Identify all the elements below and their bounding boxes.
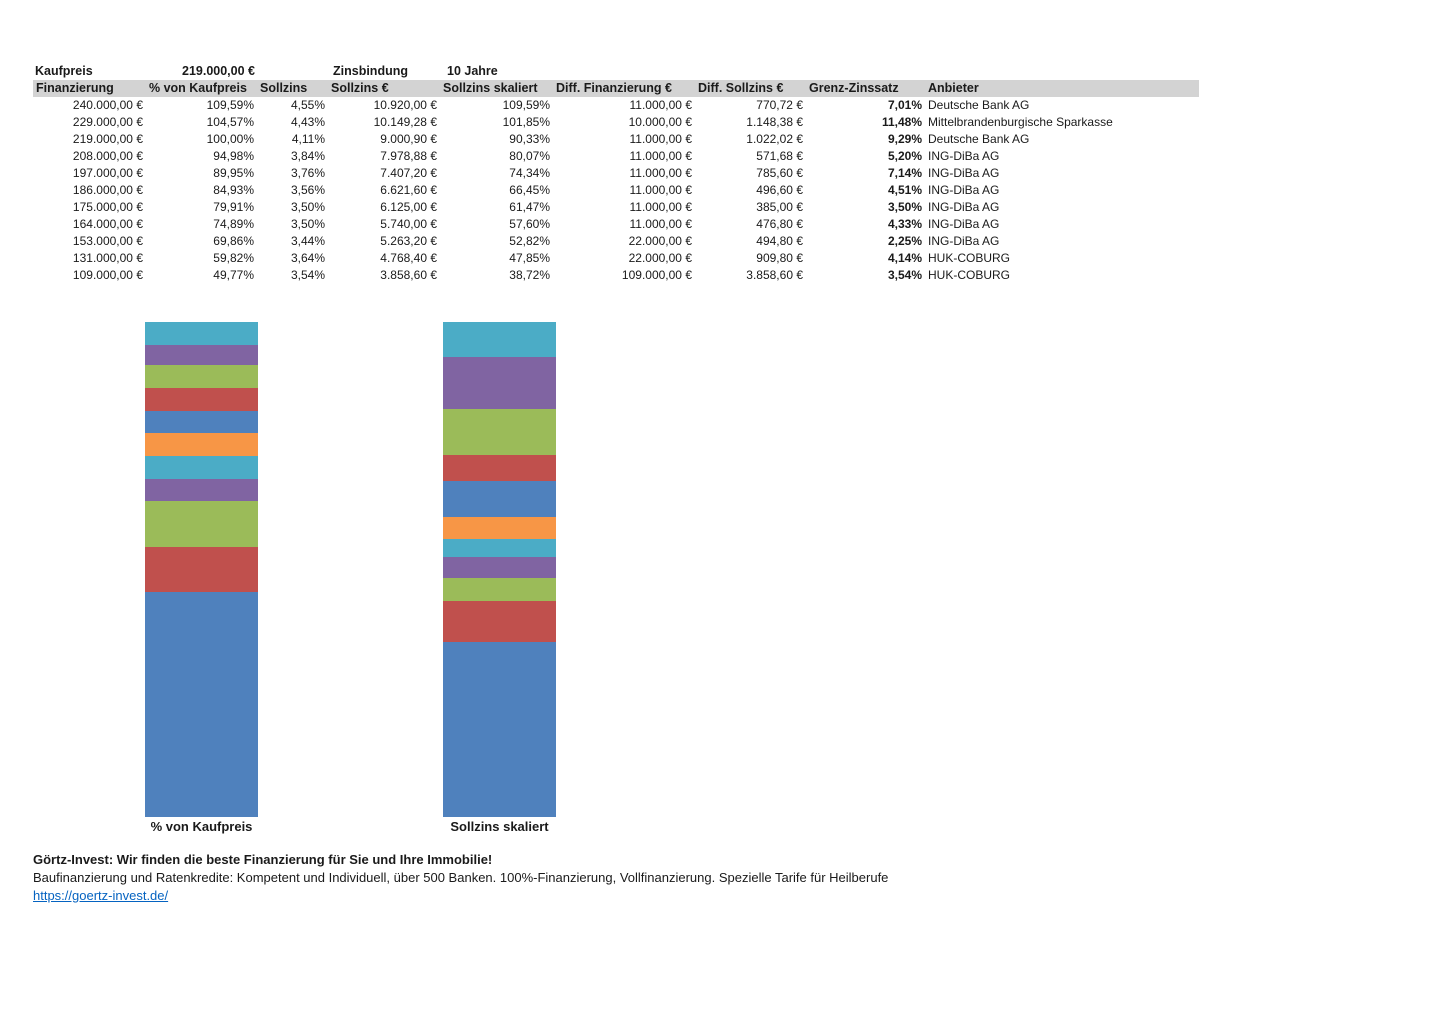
cell: 66,45% xyxy=(509,183,550,197)
cell: 90,33% xyxy=(509,132,550,146)
cell: 5.263,20 € xyxy=(380,234,437,248)
stack-segment-purple xyxy=(443,557,556,579)
cell: 909,80 € xyxy=(756,251,803,265)
cell: 74,34% xyxy=(509,166,550,180)
cell: 4,55% xyxy=(290,98,325,112)
kaufpreis-value: 219.000,00 € xyxy=(182,64,255,78)
cell: 3,64% xyxy=(290,251,325,265)
cell: 101,85% xyxy=(502,115,550,129)
cell: 785,60 € xyxy=(756,166,803,180)
cell: 208.000,00 € xyxy=(72,149,143,163)
cell: 11.000,00 € xyxy=(629,98,692,112)
cell: 94,98% xyxy=(213,149,254,163)
cell: HUK-COBURG xyxy=(928,268,1011,282)
cell: 109.000,00 € xyxy=(621,268,692,282)
cell: 164.000,00 € xyxy=(72,217,143,231)
table-row xyxy=(33,97,1199,114)
stack-segment-teal xyxy=(145,322,258,345)
stack-segment-green xyxy=(443,409,556,455)
column-header: Sollzins € xyxy=(328,80,440,97)
stack-segment-red xyxy=(145,388,258,411)
cell: 79,91% xyxy=(213,200,254,214)
cell: 240.000,00 € xyxy=(72,98,143,112)
cell: 7,01% xyxy=(887,98,922,112)
cell: 3,50% xyxy=(887,200,922,214)
cell: 10.149,28 € xyxy=(373,115,437,129)
cell: 6.621,60 € xyxy=(380,183,437,197)
cell: 3,56% xyxy=(290,183,325,197)
stack-segment-orange xyxy=(443,517,556,539)
cell: 229.000,00 € xyxy=(72,115,143,129)
cell: 3,50% xyxy=(290,200,325,214)
stack-segment-red xyxy=(443,601,556,642)
cell: 11.000,00 € xyxy=(629,149,692,163)
cell: 10.000,00 € xyxy=(628,115,692,129)
stack-segment-teal xyxy=(443,322,556,357)
column-header: Anbieter xyxy=(925,80,1199,97)
cell: 22.000,00 € xyxy=(628,251,692,265)
cell: 11.000,00 € xyxy=(629,217,692,231)
cell: 7.407,20 € xyxy=(380,166,437,180)
cell: 7.978,88 € xyxy=(380,149,437,163)
kaufpreis-label: Kaufpreis xyxy=(35,64,93,78)
cell: 1.022,02 € xyxy=(746,132,803,146)
cell: 109.000,00 € xyxy=(72,268,143,282)
cell: 3,44% xyxy=(290,234,325,248)
cell: ING-DiBa AG xyxy=(928,149,1000,163)
table-row xyxy=(33,131,1199,148)
cell: 4,43% xyxy=(290,115,325,129)
table-row xyxy=(33,148,1199,165)
footer-link[interactable]: https://goertz-invest.de/ xyxy=(33,888,169,903)
table-row xyxy=(33,233,1199,250)
cell: 3.858,60 € xyxy=(380,268,437,282)
chart-pct-von-kaufpreis xyxy=(145,322,258,817)
cell: 3,54% xyxy=(290,268,325,282)
cell: 494,80 € xyxy=(756,234,803,248)
cell: 11.000,00 € xyxy=(629,183,692,197)
cell: 3,84% xyxy=(290,149,325,163)
zinsbindung-value: 10 Jahre xyxy=(447,64,498,78)
cell: 476,80 € xyxy=(756,217,803,231)
chart-sollzins-skaliert xyxy=(443,322,556,817)
table-row xyxy=(33,165,1199,182)
cell: 52,82% xyxy=(509,234,550,248)
cell: 61,47% xyxy=(509,200,550,214)
footer-headline: Görtz-Invest: Wir finden die beste Finanzierung für Sie und Ihre Immobilie! xyxy=(33,852,493,867)
cell: 496,60 € xyxy=(756,183,803,197)
cell: 197.000,00 € xyxy=(72,166,143,180)
stack-segment-green xyxy=(145,501,258,546)
cell: ING-DiBa AG xyxy=(928,200,1000,214)
stack-segment-red xyxy=(145,547,258,592)
cell: 22.000,00 € xyxy=(628,234,692,248)
cell: 84,93% xyxy=(213,183,254,197)
table-row xyxy=(33,250,1199,267)
cell: 385,00 € xyxy=(756,200,803,214)
cell: ING-DiBa AG xyxy=(928,234,1000,248)
zinsbindung-label: Zinsbindung xyxy=(333,64,408,78)
stack-segment-red xyxy=(443,455,556,481)
column-header: Sollzins xyxy=(257,80,328,97)
cell: 3,54% xyxy=(887,268,922,282)
cell: 9.000,90 € xyxy=(380,132,437,146)
stack-segment-orange xyxy=(145,433,258,456)
table-row xyxy=(33,267,1199,284)
cell: 4,11% xyxy=(291,132,325,146)
cell: 5,20% xyxy=(887,149,922,163)
cell: 80,07% xyxy=(509,149,550,163)
cell: ING-DiBa AG xyxy=(928,183,1000,197)
stack-segment-purple xyxy=(145,345,258,366)
cell: 11,48% xyxy=(881,115,922,129)
cell: 5.740,00 € xyxy=(380,217,437,231)
cell: 4.768,40 € xyxy=(380,251,437,265)
cell: Mittelbrandenburgische Sparkasse xyxy=(928,115,1113,129)
cell: 571,68 € xyxy=(756,149,803,163)
cell: 6.125,00 € xyxy=(380,200,437,214)
cell: 109,59% xyxy=(502,98,550,112)
stack-segment-green xyxy=(443,578,556,600)
cell: 38,72% xyxy=(509,268,550,282)
stack-segment-blue xyxy=(443,481,556,517)
cell: 3,76% xyxy=(290,166,325,180)
cell: 131.000,00 € xyxy=(72,251,143,265)
cell: 69,86% xyxy=(213,234,254,248)
stack-segment-teal xyxy=(443,539,556,556)
cell: 10.920,00 € xyxy=(373,98,437,112)
table-header-row xyxy=(33,80,1199,97)
cell: 104,57% xyxy=(206,115,254,129)
cell: 4,33% xyxy=(887,217,922,231)
stack-segment-green xyxy=(145,365,258,388)
column-header: Diff. Sollzins € xyxy=(695,80,806,97)
table-row xyxy=(33,216,1199,233)
stack-segment-blue xyxy=(145,411,258,434)
cell: 1.148,38 € xyxy=(746,115,803,129)
chart-sollzins-skaliert-label: Sollzins skaliert xyxy=(450,819,549,834)
cell: 57,60% xyxy=(509,217,550,231)
cell: 11.000,00 € xyxy=(629,200,692,214)
cell: 3.858,60 € xyxy=(746,268,803,282)
cell: 59,82% xyxy=(213,251,254,265)
stack-segment-purple xyxy=(145,479,258,502)
cell: 100,00% xyxy=(206,132,254,146)
stack-segment-teal xyxy=(145,456,258,479)
cell: 47,85% xyxy=(509,251,550,265)
table-row xyxy=(33,182,1199,199)
cell: Deutsche Bank AG xyxy=(928,132,1030,146)
cell: 74,89% xyxy=(213,217,254,231)
cell: 3,50% xyxy=(290,217,325,231)
cell: 2,25% xyxy=(887,234,922,248)
cell: 175.000,00 € xyxy=(72,200,143,214)
stack-segment-blue xyxy=(145,592,258,817)
cell: 109,59% xyxy=(206,98,254,112)
cell: ING-DiBa AG xyxy=(928,166,1000,180)
column-header: Finanzierung xyxy=(33,80,146,97)
cell: 11.000,00 € xyxy=(629,166,692,180)
cell: 89,95% xyxy=(213,166,254,180)
cell: 4,14% xyxy=(887,251,922,265)
chart-pct-von-kaufpreis-label: % von Kaufpreis xyxy=(150,819,253,834)
cell: 9,29% xyxy=(887,132,922,146)
column-header: % von Kaufpreis xyxy=(146,80,257,97)
column-header: Grenz-Zinssatz xyxy=(806,80,925,97)
cell: 4,51% xyxy=(887,183,922,197)
table-row xyxy=(33,114,1199,131)
finance-table xyxy=(33,80,1199,284)
cell: 770,72 € xyxy=(756,98,803,112)
cell: ING-DiBa AG xyxy=(928,217,1000,231)
cell: 186.000,00 € xyxy=(72,183,143,197)
column-header: Diff. Finanzierung € xyxy=(553,80,695,97)
cell: 7,14% xyxy=(887,166,922,180)
cell: 11.000,00 € xyxy=(629,132,692,146)
stack-segment-purple xyxy=(443,357,556,409)
table-body xyxy=(33,97,1199,284)
cell: HUK-COBURG xyxy=(928,251,1011,265)
stack-segment-blue xyxy=(443,642,556,817)
cell: 49,77% xyxy=(213,268,254,282)
cell: 153.000,00 € xyxy=(72,234,143,248)
table-row xyxy=(33,199,1199,216)
cell: Deutsche Bank AG xyxy=(928,98,1030,112)
footer-description: Baufinanzierung und Ratenkredite: Kompetent und Individuell, über 500 Banken. 100%-Finanzierung, Vollfinanzierung. Spezielle Tarife für Heilberufe xyxy=(33,870,889,885)
cell: 219.000,00 € xyxy=(72,132,143,146)
column-header: Sollzins skaliert xyxy=(440,80,553,97)
